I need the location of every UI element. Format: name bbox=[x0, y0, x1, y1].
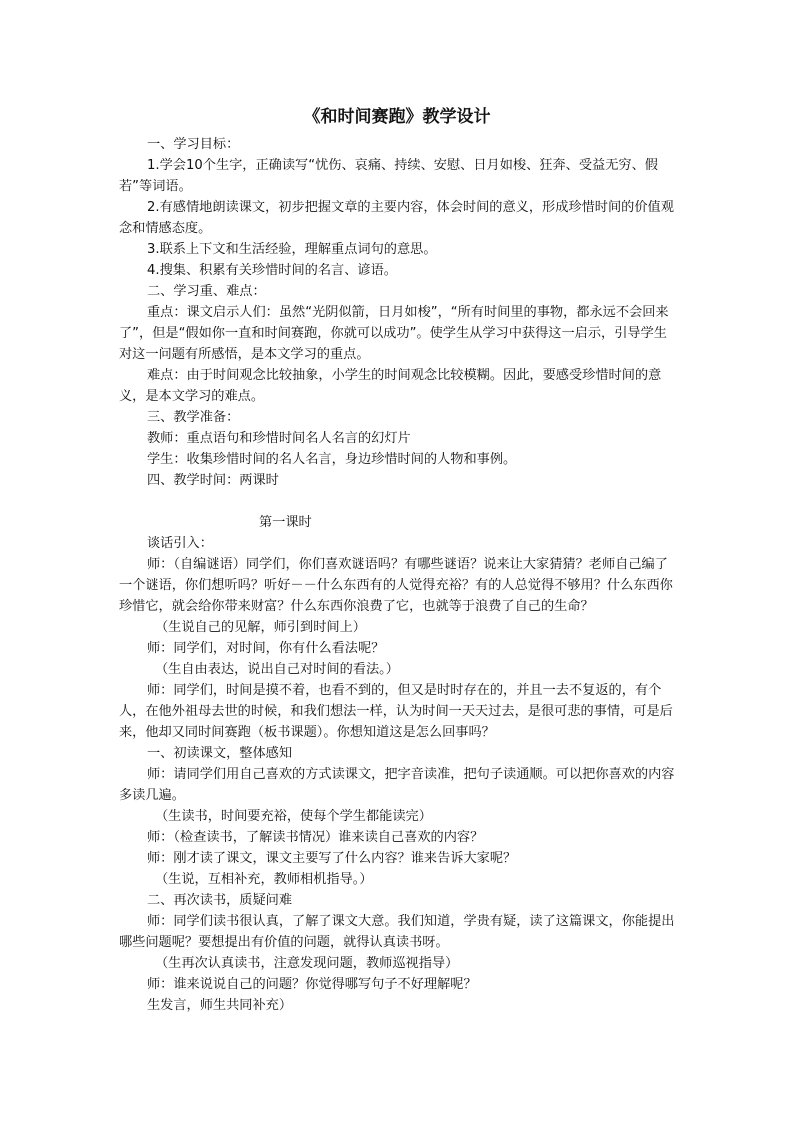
paragraph: 生发言，师生共同补充） bbox=[147, 998, 293, 1013]
paragraph: 师：同学们，时间是摸不着，也看不到的，但又是时时存在的，并且一去不复返的，有个人，在他外祖母去世的时候，和我们想法一样，认为时间一天天过去，是很可悲的事情，可是后来，他却又同时间赛跑（板书课题）。你想知道这是怎么回事吗？ bbox=[119, 683, 673, 740]
paragraph: 3.联系上下文和生活经验，理解重点词句的意思。 bbox=[147, 242, 437, 257]
blank-line bbox=[119, 491, 675, 512]
paragraph: 二、学习重、难点： bbox=[147, 284, 266, 299]
paragraph: 师：同学们，对时间，你有什么看法呢？ bbox=[147, 641, 385, 656]
paragraph: 4.搜集、积累有关珍惜时间的名言、谚语。 bbox=[147, 263, 397, 278]
paragraph: 师：谁来说说自己的问题？你觉得哪写句子不好理解呢？ bbox=[147, 977, 477, 992]
paragraph: 师：请同学们用自己喜欢的方式读课文，把字音读准，把句子读通顺。可以把你喜欢的内容多读几遍。 bbox=[119, 767, 675, 803]
paragraph: 师：刚才读了课文，课文主要写了什么内容？谁来告诉大家呢？ bbox=[147, 851, 517, 866]
lesson-heading: 第一课时 bbox=[259, 515, 312, 530]
paragraph: （生读书，时间要充裕，使每个学生都能读完） bbox=[155, 809, 432, 824]
paragraph: 二、再次读书，质疑问难 bbox=[147, 893, 293, 908]
document-title: 《和时间赛跑》教学设计 bbox=[303, 107, 491, 127]
paragraph: 难点：由于时间观念比较抽象，小学生的时间观念比较模糊。因此，要感受珍惜时间的意义，是本文学习的难点。 bbox=[119, 368, 662, 404]
paragraph: 一、初读课文，整体感知 bbox=[147, 746, 293, 761]
paragraph: （生说自己的见解，师引到时间上） bbox=[155, 620, 366, 635]
document-page bbox=[119, 100, 675, 1016]
paragraph: 四、教学时间：两课时 bbox=[147, 473, 279, 488]
paragraph: （生自由表达，说出自己对时间的看法。） bbox=[155, 662, 399, 677]
paragraph: （生说，互相补充，教师相机指导。） bbox=[155, 872, 373, 887]
paragraph: 三、教学准备： bbox=[147, 410, 240, 425]
paragraph: 师：（自编谜语）同学们，你们喜欢谜语吗？有哪些谜语？说来让大家猜猜？老师自己编了一个谜语，你们想听吗？听好－－什么东西有的人觉得充裕？有的人总觉得不够用？什么东西你珍惜它，就会给你带来财富？什么东西你浪费了它，也就等于浪费了自己的生命？ bbox=[119, 557, 673, 614]
paragraph: 师：同学们读书很认真，了解了课文大意。我们知道，学贵有疑，读了这篇课文，你能提出哪些问题呢？要想提出有价值的问题，就得认真读书呀。 bbox=[119, 914, 675, 950]
paragraph: 谈话引入： bbox=[147, 536, 213, 551]
document-body bbox=[119, 134, 675, 1016]
paragraph: 重点：课文启示人们：虽然“光阴似箭，日月如梭”，“所有时间里的事物，都永远不会回来了”，但是“假如你一直和时间赛跑，你就可以成功”。使学生从学习中获得这一启示，引导学生对这一问题有所感悟，是本文学习的重点。 bbox=[119, 305, 669, 362]
paragraph: 2.有感情地朗读课文，初步把握文章的主要内容，体会时间的意义，形成珍惜时间的价值观念和情感态度。 bbox=[119, 200, 674, 236]
paragraph: 1.学会10个生字，正确读写“忧伤、哀痛、持续、安慰、日月如梭、狂奔、受益无穷、假若”等词语。 bbox=[119, 158, 658, 194]
paragraph: 学生：收集珍惜时间的名人名言，身边珍惜时间的人物和事例。 bbox=[147, 452, 517, 467]
paragraph: （生再次认真读书，注意发现问题，教师巡视指导） bbox=[155, 956, 459, 971]
paragraph: 一、学习目标： bbox=[147, 137, 240, 152]
paragraph: 教师：重点语句和珍惜时间名人名言的幻灯片 bbox=[147, 431, 411, 446]
paragraph: 师：（检查读书，了解读书情况）谁来读自己喜欢的内容？ bbox=[147, 830, 484, 845]
